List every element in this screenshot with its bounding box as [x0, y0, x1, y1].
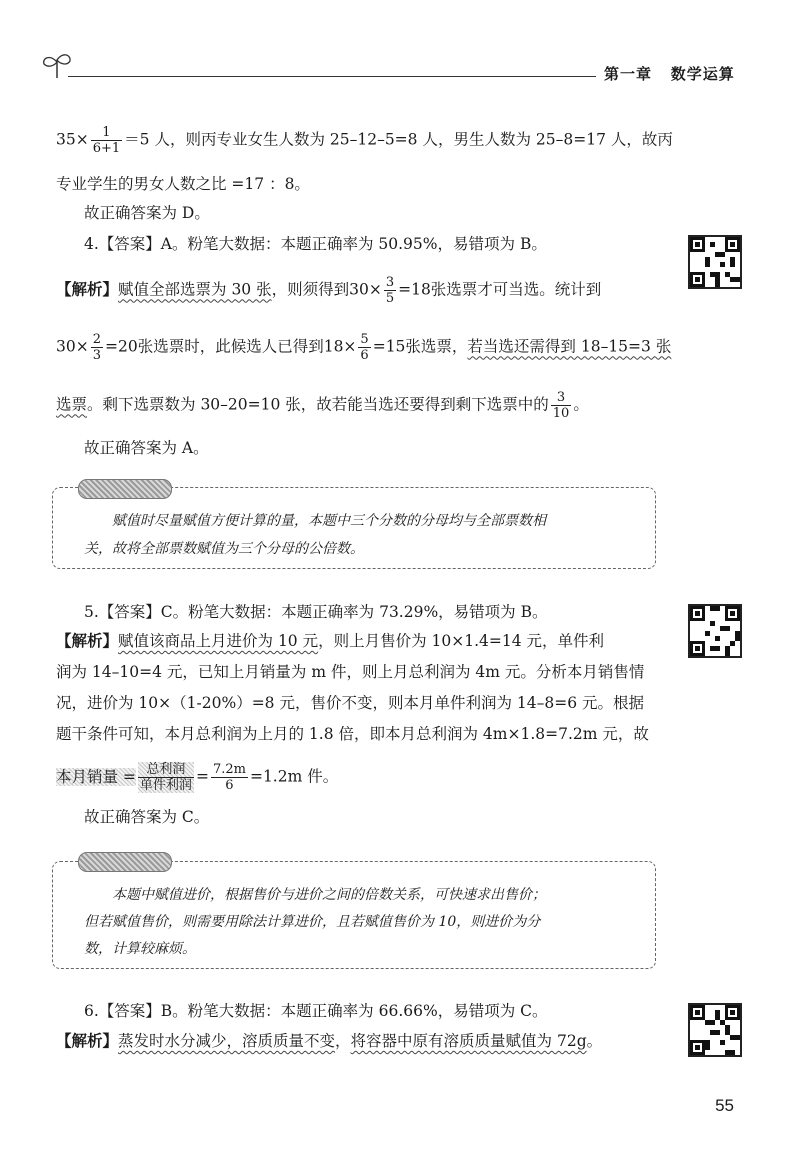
chapter-number: 第一章: [604, 65, 653, 83]
q5-tip-line3: 数，计算较麻烦。: [84, 941, 196, 957]
block1-line1: 35× $\frac{1}{6+1}$ ＝5 人，则丙专业女生人数为 25–12–5=8 人，男生人数为 25–8=17 人，故丙: [56, 125, 673, 156]
q5-answer: 5.【答案】C。粉笔大数据：本题正确率为 73.29%，易错项为 B。: [84, 603, 548, 621]
q5-tip-line1: 本题中赋值进价，根据售价与进价之间的倍数关系，可快速求出售价；: [112, 887, 546, 903]
fraction: $\frac{1}{6+1}$: [92, 125, 121, 156]
q4-tip-line2: 关，故将全部票数赋值为三个分母的公倍数。: [84, 541, 364, 557]
q5-analysis-line2: 润为 14–10=4 元，已知上月销量为 m 件，则上月总利润为 4m 元。分析本月销售情: [56, 663, 645, 681]
q5-analysis-line5: 本月销量 = $\frac{\text{总利润}}{\text{单件利润}}$ = $\frac{7.2m}{6}$ =1.2m 件。: [56, 762, 339, 793]
q4-analysis-line1: 【解析】赋值全部选票为 30 张，则须得到30× $\frac{3}{5}$ =18张选票才可当选。统计到: [56, 275, 602, 306]
q6-analysis-line1: 【解析】蒸发时水分减少，溶质质量不变，将容器中原有溶质质量赋值为 72g。: [56, 1031, 603, 1050]
chapter-header: [604, 63, 735, 84]
q4-analysis-line3: 选票。剩下选票数为 30–20=10 张，故若能当选还要得到剩下选票中的 $\frac{3}{10}$ 。: [56, 390, 589, 421]
q5-tip-line2: 但若赋值售价，则需要用除法计算进价，且若赋值售价为 10，则进价为分: [84, 914, 541, 930]
q4-tip-line1: 赋值时尽量赋值方便计算的量，本题中三个分数的分母均与全部票数相: [112, 513, 546, 529]
header-rule: [68, 76, 596, 77]
q5-analysis-line4: 题干条件可知，本月总利润为上月的 1.8 倍，即本月总利润为 4m×1.8=7.2m 元，故: [56, 725, 649, 743]
q5-analysis-line1: 【解析】赋值该商品上月进价为 10 元，则上月售价为 10×1.4=14 元，单件利: [56, 631, 605, 650]
q4-conclusion: 故正确答案为 A。: [84, 439, 209, 457]
q4-answer: 4.【答案】A。粉笔大数据：本题正确率为 50.95%，易错项为 B。: [84, 235, 547, 253]
page-number: 55: [715, 1096, 734, 1115]
qr-code-icon[interactable]: [688, 235, 742, 289]
tip-badge: [78, 852, 172, 872]
sprout-icon: [40, 48, 74, 86]
q5-conclusion: 故正确答案为 C。: [84, 808, 210, 826]
qr-code-icon[interactable]: [688, 1003, 742, 1057]
q5-analysis-line3: 况，进价为 10×（1-20%）=8 元，售价不变，则本月单件利润为 14–8=6 元。根据: [56, 694, 645, 712]
block1-conclusion: 故正确答案为 D。: [84, 204, 210, 222]
chapter-title: 数学运算: [670, 65, 735, 83]
qr-code-icon[interactable]: [688, 604, 742, 658]
q4-analysis-line2: 30× $\frac{2}{3}$ =20张选票时，此候选人已得到18× $\frac{5}{6}$ =15张选票，若当选还需得到 18–15=3 张: [56, 332, 672, 363]
tip-badge: [78, 479, 172, 499]
q6-answer: 6.【答案】B。粉笔大数据：本题正确率为 66.66%，易错项为 C。: [84, 1002, 548, 1020]
block1-line2: 专业学生的男女人数之比 =17 ：8。: [56, 175, 310, 193]
